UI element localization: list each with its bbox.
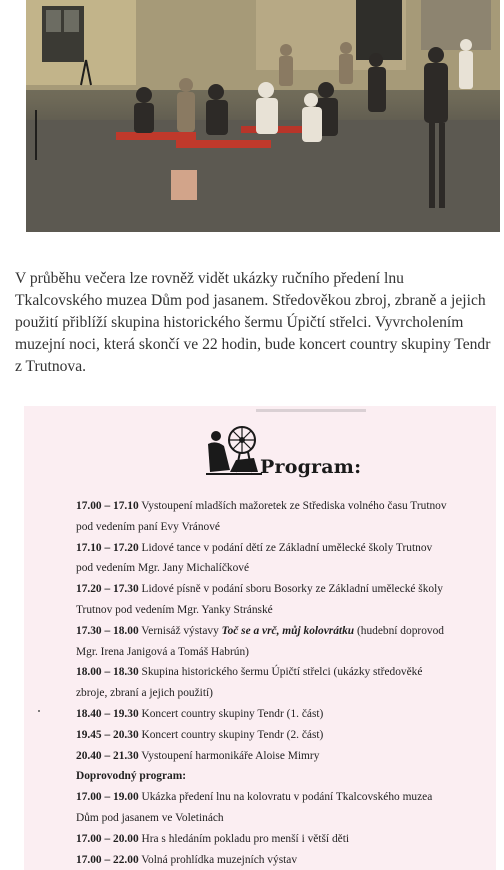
spinning-wheel-icon bbox=[200, 422, 264, 480]
schedule-row: 18.00 – 18.30 Skupina historického šermu Úpičtí střelci (ukázky středověké bbox=[76, 666, 423, 679]
schedule-row: 17.00 – 20.00 Hra s hledáním pokladu pro menší i větší děti bbox=[76, 832, 350, 845]
poster-title: Program: bbox=[260, 456, 362, 478]
scan-speck bbox=[38, 710, 40, 712]
article-paragraph bbox=[15, 268, 491, 378]
schedule-row: 18.40 – 19.30 Koncert country skupiny Tendr (1. část) bbox=[76, 707, 324, 720]
schedule-row: 17.00 – 17.10 Vystoupení mladších mažoretek ze Střediska volného času Trutnov bbox=[76, 500, 447, 512]
schedule-row: 17.00 – 22.00 Volná prohlídka muzejních výstav bbox=[76, 853, 298, 866]
schedule-row: 17.30 – 18.00 Vernisáž výstavy Toč se a vrč, můj kolovrátku (hudební doprovod bbox=[76, 624, 444, 637]
schedule-row: Mgr. Irena Janigová a Tomáš Habrún) bbox=[76, 645, 249, 658]
article-text: V průběhu večera lze rovněž vidět ukázky ručního předení lnu Tkalcovského muzea Dům pod jasanem. Středověkou zbroj, zbraně a jejich použití přiblíží skupina historického šermu Úpičtí střelci. Vyvrcholením muzejní noci, která skončí ve 22 hodin, bude koncert country skupiny Tendr z Trutnova. bbox=[15, 270, 491, 375]
schedule-row: 19.45 – 20.30 Koncert country skupiny Tendr (2. část) bbox=[76, 728, 324, 741]
support-program-heading: Doprovodný program: bbox=[76, 770, 187, 783]
schedule-row: 17.20 – 17.30 Lidové písně v podání sboru Bosorky ze Základní umělecké školy bbox=[76, 583, 443, 596]
program-poster bbox=[24, 406, 496, 870]
schedule-row: pod vedením paní Evy Vránové bbox=[76, 520, 220, 533]
poster-scan-edge bbox=[256, 409, 366, 412]
schedule-row: zbroje, zbraní a jejich použití) bbox=[76, 687, 213, 700]
event-photo bbox=[26, 0, 500, 232]
schedule-row: 20.40 – 21.30 Vystoupení harmonikáře Aloise Mimry bbox=[76, 749, 320, 762]
schedule-row: 17.00 – 19.00 Ukázka předení lnu na kolovratu v podání Tkalcovského muzea bbox=[76, 791, 433, 804]
event-photo-illustration bbox=[26, 0, 500, 232]
program-schedule bbox=[76, 496, 488, 870]
schedule-row: Trutnov pod vedením Mgr. Yanky Stránské bbox=[76, 603, 273, 616]
schedule-row: pod vedením Mgr. Jany Michalíčkové bbox=[76, 562, 250, 575]
schedule-row: Dům pod jasanem ve Voletinách bbox=[76, 811, 224, 824]
schedule-row: 17.10 – 17.20 Lidové tance v podání dětí ze Základní umělecké školy Trutnov bbox=[76, 541, 433, 554]
